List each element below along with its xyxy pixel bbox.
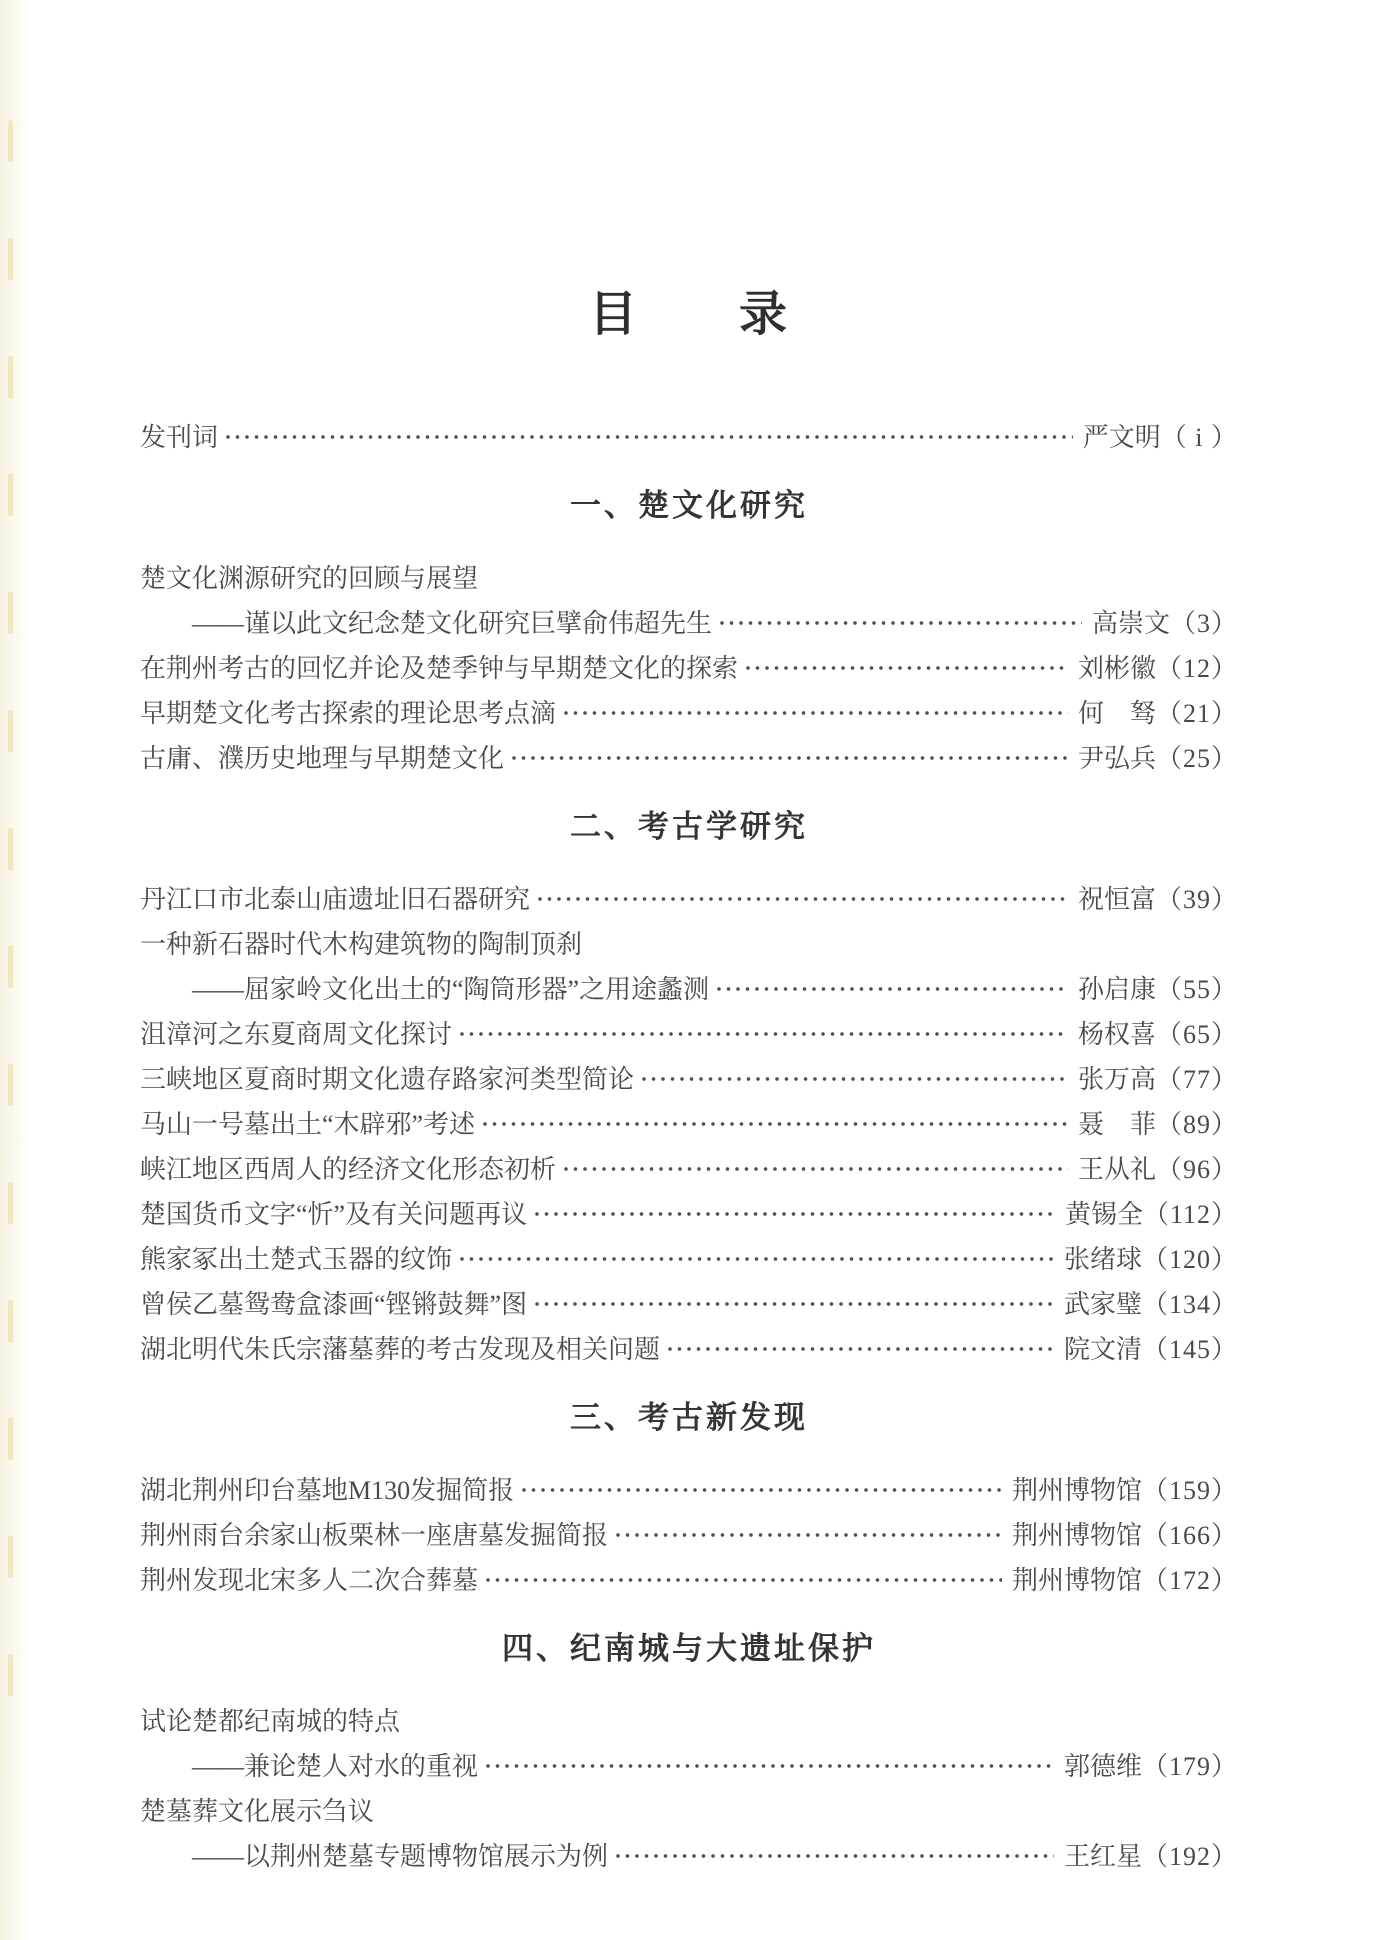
section-new-discoveries [140,1396,1238,1603]
entry-page: （ i ） [1160,423,1238,452]
entry-title: 湖北明代朱氏宗藩墓葬的考古发现及相关问题 [140,1335,661,1364]
dot-leader [533,1210,1055,1219]
dot-leader [640,1075,1068,1084]
toc-entry [140,1468,1238,1513]
entry-page: （12） [1155,654,1238,683]
entry-title: 马山一号墓出土“木辟邪”考述 [140,1110,476,1139]
dot-leader [224,433,1073,442]
toc-entry [140,646,1238,691]
entry-author: 郭德维 [1063,1752,1142,1781]
section-heading: 四、纪南城与大遗址保护 [502,1631,876,1666]
entry-author: 何 驽 [1077,699,1156,728]
entry-author: 尹弘兵 [1077,744,1156,773]
dot-leader [614,1531,1002,1540]
toc-entry [140,1558,1238,1603]
dot-leader [458,1255,1054,1264]
entry-title: 丹江口市北泰山庙遗址旧石器研究 [140,885,531,914]
section-archaeology-research [140,805,1238,1372]
entry-author: 高崇文 [1091,609,1170,638]
entry-page: （179） [1141,1752,1238,1781]
entry-subtitle: ——谨以此文纪念楚文化研究巨擘俞伟超先生 [192,609,713,638]
toc-entry [140,967,1238,1012]
dot-leader [666,1345,1054,1354]
dot-leader [715,985,1068,994]
entry-title: 试论楚都纪南城的特点 [140,1707,401,1736]
toc-entry [140,1513,1238,1558]
entry-page: （145） [1141,1335,1238,1364]
entry-author: 张万高 [1077,1065,1156,1094]
section-chu-culture-research [140,484,1238,781]
entry-author: 武家璧 [1063,1290,1142,1319]
entry-title: 荆州发现北宋多人二次合葬墓 [140,1566,479,1595]
dot-leader [481,1120,1068,1129]
dot-leader [484,1762,1054,1771]
entry-author: 聂 菲 [1077,1110,1156,1139]
entry-title: 三峡地区夏商时期文化遗存路家河类型简论 [140,1065,635,1094]
entry-author: 杨权喜 [1077,1020,1156,1049]
entry-author: 院文清 [1063,1335,1142,1364]
entry-title: 湖北荆州印台墓地M130发掘简报 [140,1476,515,1505]
entry-title: 楚国货币文字“忻”及有关问题再议 [140,1200,528,1229]
entry-subtitle: ——以荆州楚墓专题博物馆展示为例 [192,1842,609,1871]
entry-page: （3） [1169,609,1238,638]
entry-page: （172） [1141,1566,1238,1595]
toc-entry [140,1699,1238,1744]
toc-entry [140,415,1238,460]
entry-title: 熊家冢出土楚式玉器的纹饰 [140,1245,453,1274]
dot-leader [458,1030,1068,1039]
toc-entry [140,556,1238,601]
toc-entry [140,1282,1238,1327]
entry-author: 王红星 [1063,1842,1142,1871]
toc-entry [140,1327,1238,1372]
toc-entry [140,1789,1238,1834]
toc-entry [140,877,1238,922]
paper-edge [0,0,30,1940]
toc-entry [140,691,1238,736]
entry-page: （55） [1155,975,1238,1004]
toc-entry [140,1834,1238,1879]
entry-page: （77） [1155,1065,1238,1094]
toc-entry [140,1012,1238,1057]
dot-leader [718,619,1082,628]
entry-page: （120） [1141,1245,1238,1274]
entry-page: （166） [1141,1521,1238,1550]
entry-author: 严文明 [1082,423,1161,452]
paper-edge-dashes [8,120,13,1740]
dot-leader [614,1852,1054,1861]
entry-author: 张绪球 [1063,1245,1142,1274]
toc-entry [140,1057,1238,1102]
entry-page: （39） [1155,885,1238,914]
entry-author: 荆州博物馆 [1011,1566,1142,1595]
entry-author: 祝恒富 [1077,885,1156,914]
entry-title: 沮漳河之东夏商周文化探讨 [140,1020,453,1049]
toc-entry [140,1102,1238,1147]
toc-entry [140,1744,1238,1789]
toc-content [140,0,1238,1879]
entry-page: （25） [1155,744,1238,773]
section-heading: 二、考古学研究 [570,809,808,844]
entry-title: 发刊词 [140,423,219,452]
dot-leader [484,1576,1002,1585]
dot-leader [744,664,1068,673]
entry-author: 荆州博物馆 [1011,1476,1142,1505]
entry-title: 楚文化渊源研究的回顾与展望 [140,564,479,593]
entry-author: 孙启康 [1077,975,1156,1004]
entry-author: 黄锡全 [1064,1200,1143,1229]
entry-page: （89） [1155,1110,1238,1139]
front-matter [140,415,1238,460]
toc-entry [140,736,1238,781]
section-heading: 三、考古新发现 [570,1400,808,1435]
entry-title: 楚墓葬文化展示刍议 [140,1797,375,1826]
entry-title: 在荆州考古的回忆并论及楚季钟与早期楚文化的探索 [140,654,739,683]
entry-page: （21） [1155,699,1238,728]
entry-page: （192） [1141,1842,1238,1871]
toc-entry [140,1147,1238,1192]
toc-entry [140,1192,1238,1237]
entry-title: 荆州雨台余家山板栗林一座唐墓发掘简报 [140,1521,609,1550]
entry-subtitle: ——兼论楚人对水的重视 [192,1752,479,1781]
dot-leader [520,1486,1002,1495]
dot-leader [562,709,1068,718]
page-title: 目 录 [588,288,789,341]
entry-subtitle: ——屈家岭文化出土的“陶筒形器”之用途蠡测 [192,975,710,1004]
entry-page: （96） [1155,1155,1238,1184]
toc-entry [140,601,1238,646]
entry-title: 峡江地区西周人的经济文化形态初析 [140,1155,557,1184]
entry-page: （65） [1155,1020,1238,1049]
entry-page: （159） [1141,1476,1238,1505]
entry-page: （134） [1141,1290,1238,1319]
entry-author: 荆州博物馆 [1011,1521,1142,1550]
section-jinancheng-site-protection [140,1627,1238,1879]
entry-author: 王从礼 [1077,1155,1156,1184]
entry-title: 古庸、濮历史地理与早期楚文化 [140,744,505,773]
dot-leader [536,895,1068,904]
toc-entry [140,1237,1238,1282]
section-heading: 一、楚文化研究 [570,488,808,523]
entry-author: 刘彬徽 [1077,654,1156,683]
entry-title: 曾侯乙墓鸳鸯盒漆画“铿锵鼓舞”图 [140,1290,528,1319]
dot-leader [533,1300,1054,1309]
entry-title: 一种新石器时代木构建筑物的陶制顶刹 [140,930,583,959]
entry-page: （112） [1142,1200,1238,1229]
dot-leader [510,754,1068,763]
entry-title: 早期楚文化考古探索的理论思考点滴 [140,699,557,728]
dot-leader [562,1165,1068,1174]
toc-entry [140,922,1238,967]
